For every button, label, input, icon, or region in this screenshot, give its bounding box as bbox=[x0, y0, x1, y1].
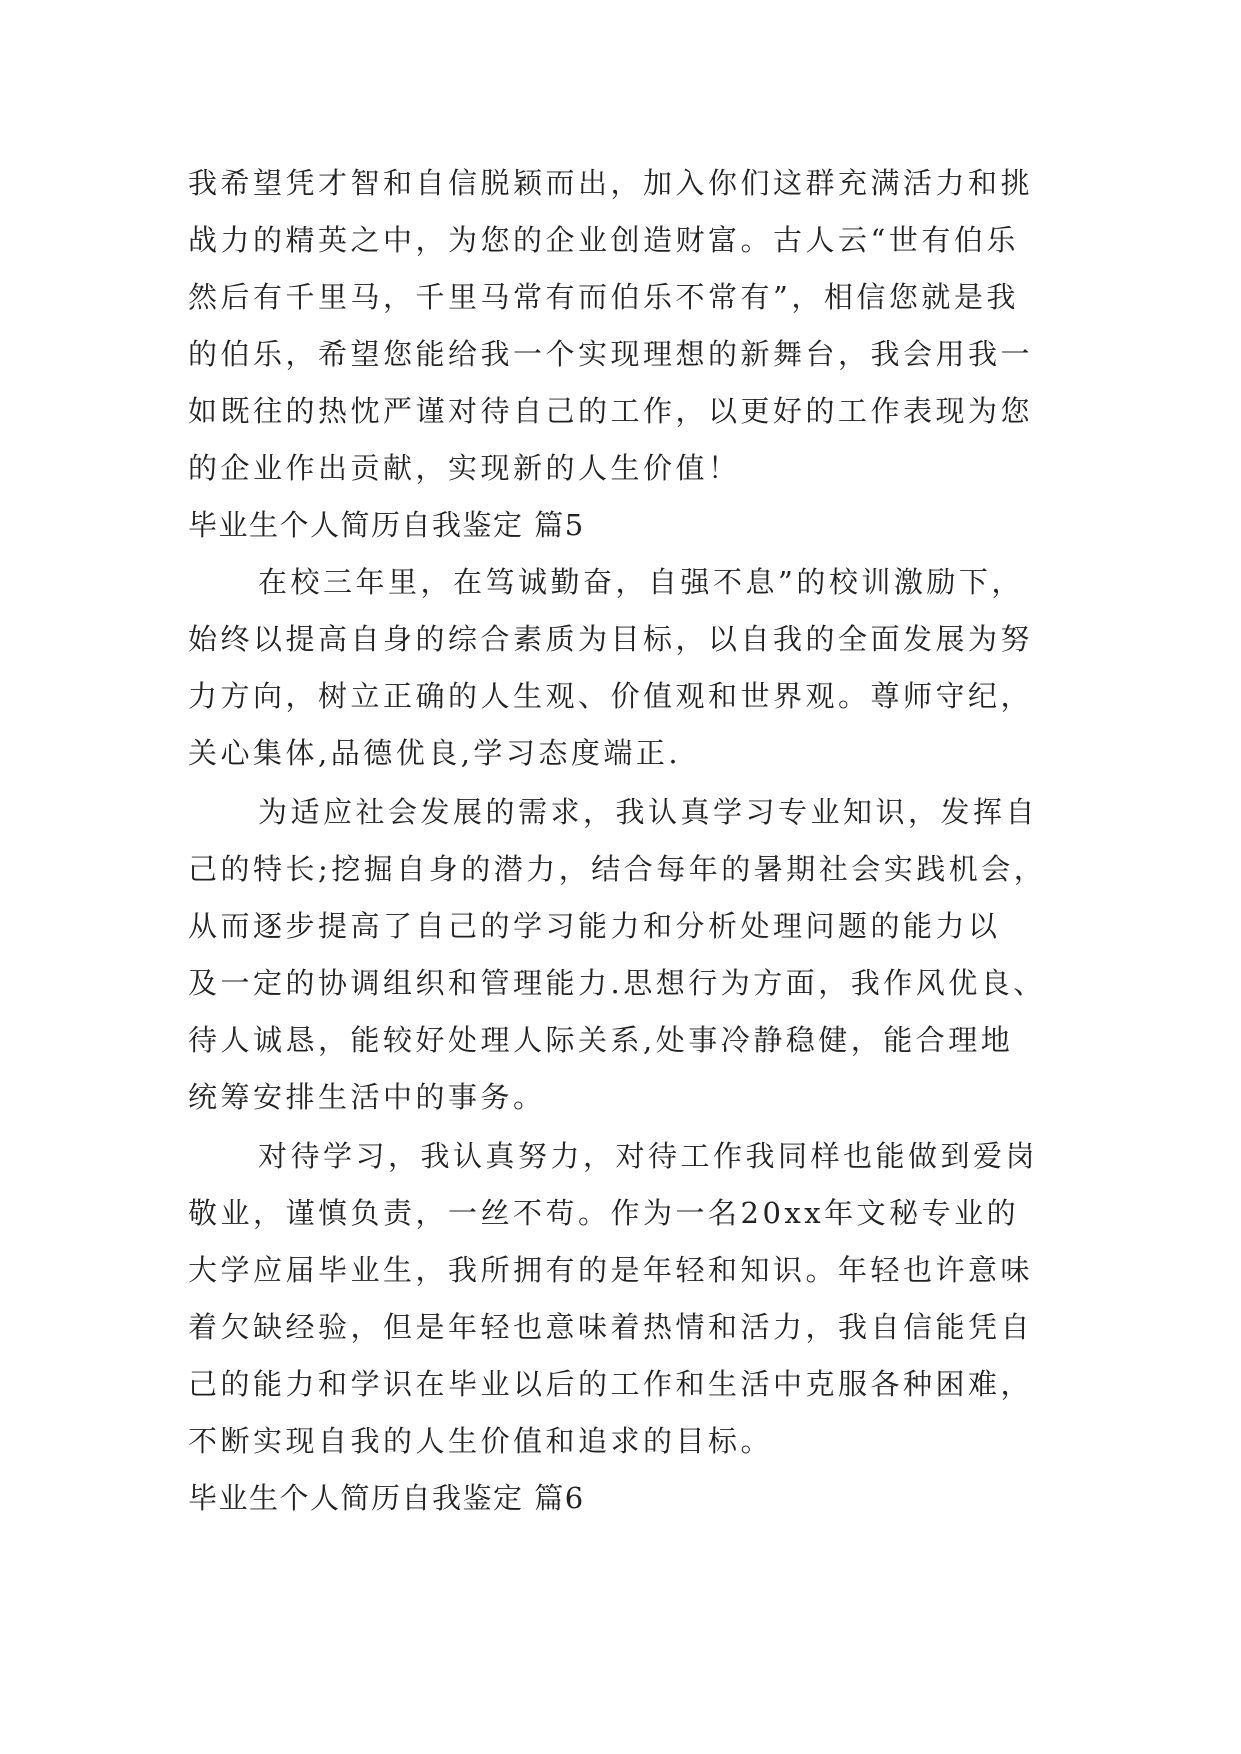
text-line: 的伯乐，希望您能给我一个实现理想的新舞台，我会用我一 bbox=[188, 337, 1034, 371]
paragraph bbox=[188, 554, 1058, 782]
paragraph bbox=[188, 155, 1058, 497]
paragraph bbox=[188, 784, 1058, 1126]
section-heading: 毕业生个人简历自我鉴定 篇6 bbox=[188, 1481, 585, 1515]
text-line: 对待学习，我认真努力，对待工作我同样也能做到爱岗 bbox=[258, 1139, 1039, 1173]
text-line: 及一定的协调组织和管理能力.思想行为方面，我作风优良、 bbox=[188, 966, 1046, 1000]
paragraph bbox=[188, 1128, 1058, 1470]
text-line: 战力的精英之中，为您的企业创造财富。古人云“世有伯乐 bbox=[188, 223, 1019, 257]
section-heading: 毕业生个人简历自我鉴定 篇5 bbox=[188, 508, 585, 542]
text-line: 在校三年里，在笃诚勤奋，自强不息”的校训激励下， bbox=[258, 565, 1024, 599]
document-body bbox=[188, 155, 1058, 1527]
text-line: 我希望凭才智和自信脱颖而出，加入你们这群充满活力和挑 bbox=[188, 166, 1034, 200]
text-line: 不断实现自我的人生价值和追求的目标。 bbox=[188, 1424, 774, 1458]
text-line: 的企业作出贡献，实现新的人生价值！ bbox=[188, 451, 741, 485]
text-line: 为适应社会发展的需求，我认真学习专业知识，发挥自 bbox=[258, 795, 1039, 829]
text-line: 着欠缺经验，但是年轻也意味着热情和活力，我自信能凭自 bbox=[188, 1310, 1034, 1344]
text-line: 如既往的热忱严谨对待自己的工作，以更好的工作表现为您 bbox=[188, 394, 1034, 428]
text-line: 从而逐步提高了自己的学习能力和分析处理问题的能力以 bbox=[188, 909, 1001, 943]
text-line: 己的能力和学识在毕业以后的工作和生活中克服各种困难， bbox=[188, 1367, 1034, 1401]
text-line: 然后有千里马，千里马常有而伯乐不常有”，相信您就是我 bbox=[188, 280, 1019, 314]
text-line: 己的特长;挖掘自身的潜力，结合每年的暑期社会实践机会， bbox=[188, 852, 1047, 886]
text-line: 力方向，树立正确的人生观、价值观和世界观。尊师守纪， bbox=[188, 679, 1034, 713]
text-line: 待人诚恳，能较好处理人际关系,处事冷静稳健，能合理地 bbox=[188, 1023, 1014, 1057]
text-line: 始终以提高自身的综合素质为目标，以自我的全面发展为努 bbox=[188, 622, 1034, 656]
text-line: 敬业，谨慎负责，一丝不苟。作为一名20xx年文秘专业的 bbox=[188, 1196, 1020, 1230]
text-line: 统筹安排生活中的事务。 bbox=[188, 1080, 546, 1114]
text-line: 关心集体,品德优良,学习态度端正. bbox=[188, 736, 682, 770]
text-line: 大学应届毕业生，我所拥有的是年轻和知识。年轻也许意味 bbox=[188, 1253, 1034, 1287]
